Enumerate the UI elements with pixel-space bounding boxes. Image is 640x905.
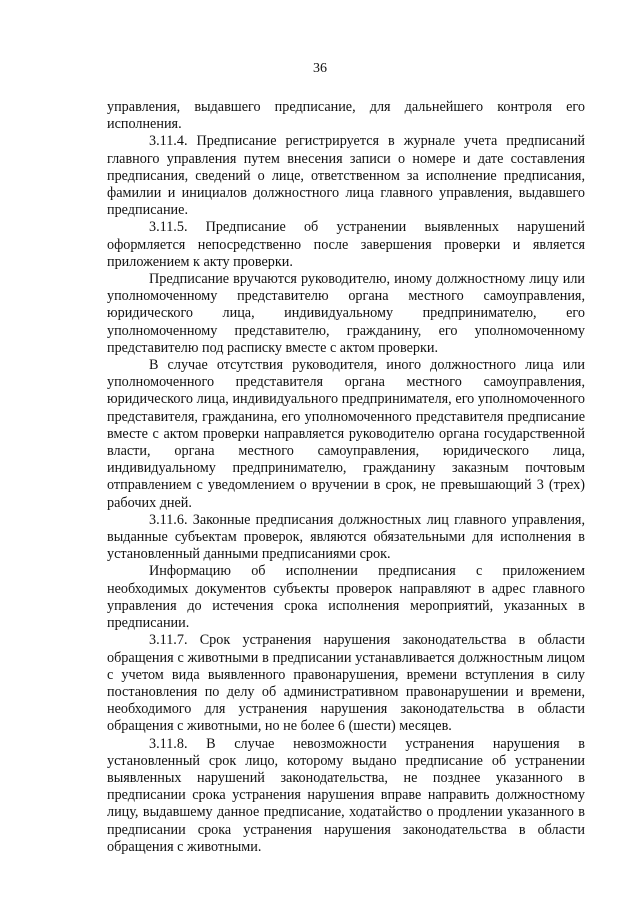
paragraph-continuation: управления, выдавшего предписание, для дальнейшего контроля его исполнения.: [107, 99, 585, 133]
paragraph-execution-info: Информацию об исполнении предписания с приложением необходимых документов субъекты проверок направляют в адрес главного управления до истечения срока исполнения мероприятий, указанных в предписании.: [107, 563, 585, 632]
paragraph-3-11-4: 3.11.4. Предписание регистрируется в журнале учета предписаний главного управления путем внесения записи о номере и дате составления предписания, сведений о лице, ответственном за исполнение предписания, фамилии и инициалов должностного лица главного управления, выдавшего предписание.: [107, 133, 585, 219]
paragraph-3-11-7: 3.11.7. Срок устранения нарушения законодательства в области обращения с животными в предписании устанавливается должностным лицом с учетом вида выявленного правонарушения, времени вступления в силу постановления по делу об административном правонарушении и времени, необходимого для устранения нарушения законодательства в области обращения с животными, но не более 6 (шести) месяцев.: [107, 632, 585, 735]
paragraph-3-11-5: 3.11.5. Предписание об устранении выявленных нарушений оформляется непосредственно после завершения проверки и является приложением к акту проверки.: [107, 219, 585, 270]
document-body: [107, 99, 585, 856]
paragraph-3-11-8: 3.11.8. В случае невозможности устранения нарушения в установленный срок лицо, которому выдано предписание об устранении выявленных нарушений законодательства, не позднее указанного в предписании срока устранения нарушения вправе направить должностному лицу, выдавшему данное предписание, ходатайство о продлении указанного в предписании срока устранения нарушения законодательства в области обращения с животными.: [107, 735, 585, 855]
page-number: 36: [313, 61, 327, 76]
paragraph-absence-case: В случае отсутствия руководителя, иного должностного лица или уполномоченного представителя органа местного самоуправления, юридического лица, индивидуального предпринимателя, его уполномоченного представителя, гражданина, его уполномоченного представителя предписание вместе с актом проверки направляется руководителю органа государственной власти, органа местного самоуправления, юридического лица, индивидуальному предпринимателю, гражданину заказным почтовым отправлением с уведомлением о вручении в срок, не превышающий 3 (трех) рабочих дней.: [107, 357, 585, 511]
paragraph-delivery: Предписание вручаются руководителю, иному должностному лицу или уполномоченному представителю органа местного самоуправления, юридического лица, индивидуальному предпринимателю, его уполномоченному представителю, гражданину, его уполномоченному представителю под расписку вместе с актом проверки.: [107, 271, 585, 356]
paragraph-3-11-6: 3.11.6. Законные предписания должностных лиц главного управления, выданные субъектам проверок, являются обязательными для исполнения в установленный данными предписаниями срок.: [107, 511, 585, 563]
